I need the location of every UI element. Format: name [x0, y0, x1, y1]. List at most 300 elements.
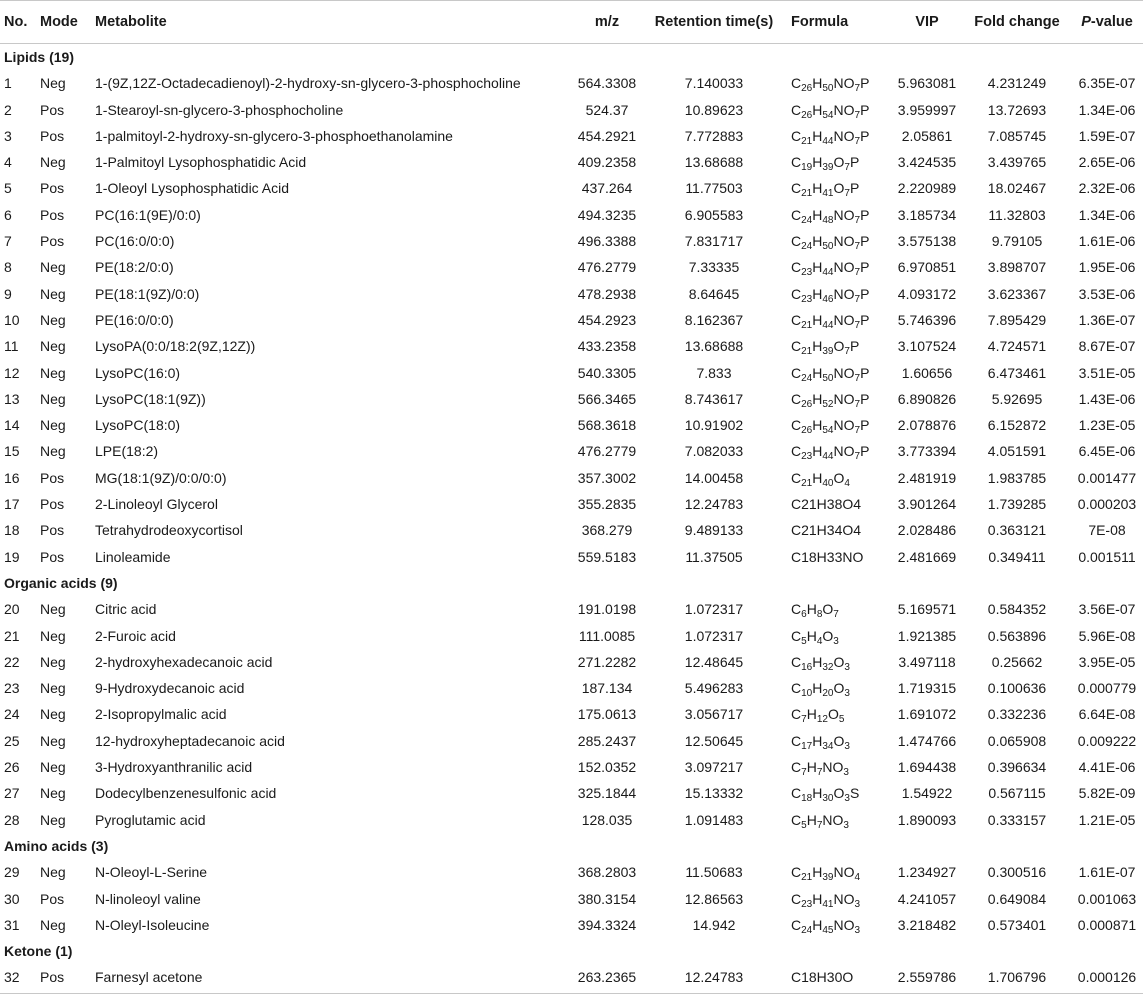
cell-mode: Neg — [40, 785, 66, 802]
table-row — [0, 754, 1143, 780]
cell-vip: 1.921385 — [897, 627, 957, 644]
cell-fold-change: 4.231249 — [987, 75, 1047, 92]
cell-fold-change: 0.567115 — [988, 785, 1046, 802]
cell-no: 13 — [4, 390, 20, 407]
cell-no: 23 — [4, 680, 20, 697]
cell-mz: 380.3154 — [577, 890, 637, 907]
cell-vip: 3.185734 — [897, 206, 957, 223]
cell-mz: 191.0198 — [577, 601, 637, 618]
cell-retention-time: 13.68688 — [684, 338, 744, 355]
cell-fold-change: 0.649084 — [987, 890, 1047, 907]
cell-metabolite: 1-(9Z,12Z-Octadecadienoyl)-2-hydroxy-sn-glycero-3-phosphocholine — [95, 75, 521, 92]
cell-p-value: 1.43E-06 — [1078, 390, 1136, 407]
cell-metabolite: N-Oleoyl-L-Serine — [95, 864, 208, 881]
table-bottom-rule — [0, 993, 1143, 994]
cell-metabolite: Tetrahydrodeoxycortisol — [95, 522, 243, 539]
cell-metabolite: 3-Hydroxyanthranilic acid — [95, 759, 253, 776]
cell-mz: 476.2779 — [577, 443, 637, 460]
cell-p-value: 1.34E-06 — [1078, 101, 1136, 118]
cell-fold-change: 6.473461 — [987, 364, 1047, 381]
cell-p-value: 0.000126 — [1077, 969, 1137, 986]
table-body — [0, 44, 1143, 991]
cell-metabolite: PE(16:0/0:0) — [95, 311, 174, 328]
cell-metabolite: 2-hydroxyhexadecanoic acid — [95, 653, 273, 670]
cell-formula: $C_{26}H_{52}NO_7P$ — [791, 390, 870, 410]
cell-no: 28 — [4, 811, 20, 828]
cell-formula: $C_{23}H_{41}NO_3$ — [791, 890, 861, 910]
cell-formula: $C_{24}H_{50}NO_7P$ — [791, 233, 870, 253]
cell-fold-change: 0.300516 — [987, 864, 1047, 881]
cell-vip: 1.691072 — [897, 706, 957, 723]
cell-formula: $C_{24}H_{45}NO_3$ — [791, 916, 861, 936]
cell-mode: Pos — [40, 180, 65, 197]
cell-no: 16 — [4, 469, 20, 486]
cell-mode: Pos — [40, 890, 65, 907]
cell-vip: 2.028486 — [897, 522, 957, 539]
cell-no: 8 — [4, 259, 12, 276]
cell-mode: Neg — [40, 601, 66, 618]
cell-metabolite: 12-hydroxyheptadecanoic acid — [95, 732, 285, 749]
cell-p-value: 0.001477 — [1077, 469, 1137, 486]
cell-no: 22 — [4, 653, 20, 670]
cell-p-value: 6.45E-06 — [1078, 443, 1136, 460]
table-row — [0, 307, 1143, 333]
cell-fold-change: 11.32803 — [988, 206, 1046, 223]
cell-retention-time: 1.072317 — [684, 601, 744, 618]
cell-mode: Pos — [40, 469, 65, 486]
cell-vip: 3.959997 — [897, 101, 957, 118]
table-row — [0, 175, 1143, 201]
cell-no: 17 — [4, 496, 20, 513]
cell-retention-time: 1.072317 — [684, 627, 744, 644]
cell-retention-time: 12.24783 — [684, 969, 744, 986]
cell-formula: $C_{23}H_{44}NO_7P$ — [791, 443, 870, 463]
cell-vip: 3.497118 — [898, 653, 956, 670]
cell-mz: 559.5183 — [577, 548, 637, 565]
cell-formula: $C_{10}H_{20}O_3$ — [791, 680, 850, 700]
cell-p-value: 5.96E-08 — [1078, 627, 1136, 644]
group-header — [0, 938, 1143, 964]
table-row — [0, 149, 1143, 175]
cell-metabolite: 2-Linoleoyl Glycerol — [95, 496, 218, 513]
cell-fold-change: 0.349411 — [988, 548, 1046, 565]
cell-mz: 454.2923 — [577, 311, 637, 328]
cell-p-value: 2.65E-06 — [1078, 154, 1136, 171]
cell-mode: Pos — [40, 206, 65, 223]
cell-formula: $C_{23}H_{44}NO_7P$ — [791, 259, 870, 279]
cell-vip: 5.169571 — [897, 601, 957, 618]
cell-mz: 566.3465 — [577, 390, 637, 407]
cell-p-value: 3.56E-07 — [1078, 601, 1136, 618]
cell-formula: $C_{21}H_{44}NO_7P$ — [791, 311, 870, 331]
cell-formula: $C_{21}H_{44}NO_7P$ — [791, 127, 870, 147]
cell-mode: Neg — [40, 390, 66, 407]
cell-formula: $C_{24}H_{50}NO_7P$ — [791, 364, 870, 384]
table-row — [0, 649, 1143, 675]
cell-no: 19 — [4, 548, 20, 565]
cell-p-value: 0.000203 — [1077, 496, 1137, 513]
header-mz: m/z — [594, 14, 620, 30]
cell-mz: 496.3388 — [577, 233, 637, 250]
cell-p-value: 1.61E-06 — [1078, 233, 1136, 250]
cell-mode: Pos — [40, 969, 65, 986]
cell-p-value: 6.64E-08 — [1078, 706, 1136, 723]
table-row — [0, 623, 1143, 649]
cell-mz: 454.2921 — [577, 127, 637, 144]
cell-retention-time: 8.162367 — [684, 311, 744, 328]
cell-vip: 5.746396 — [897, 311, 957, 328]
table-row — [0, 360, 1143, 386]
table-row — [0, 728, 1143, 754]
table-row — [0, 780, 1143, 806]
cell-fold-change: 0.100636 — [987, 680, 1047, 697]
cell-vip: 4.241057 — [897, 890, 957, 907]
cell-mode: Neg — [40, 732, 66, 749]
cell-formula: $C_{21}H_{39}O_7P$ — [791, 338, 860, 358]
cell-p-value: 1.36E-07 — [1078, 311, 1136, 328]
cell-no: 32 — [4, 969, 20, 986]
group-title: Lipids (19) — [4, 49, 75, 65]
cell-mode: Neg — [40, 311, 66, 328]
table-row — [0, 886, 1143, 912]
cell-mode: Neg — [40, 811, 66, 828]
table-row — [0, 202, 1143, 228]
cell-fold-change: 13.72693 — [987, 101, 1047, 118]
cell-vip: 2.078876 — [897, 417, 957, 434]
cell-retention-time: 9.489133 — [684, 522, 744, 539]
table-row — [0, 333, 1143, 359]
cell-metabolite: 2-Furoic acid — [95, 627, 176, 644]
cell-fold-change: 18.02467 — [987, 180, 1047, 197]
cell-p-value: 3.51E-05 — [1078, 364, 1136, 381]
cell-mode: Neg — [40, 443, 66, 460]
cell-no: 5 — [4, 180, 12, 197]
cell-no: 29 — [4, 864, 20, 881]
cell-vip: 1.60656 — [901, 364, 953, 381]
cell-mode: Pos — [40, 548, 65, 565]
cell-retention-time: 5.496283 — [684, 680, 744, 697]
cell-vip: 1.694438 — [897, 759, 957, 776]
cell-retention-time: 12.48645 — [684, 653, 744, 670]
cell-formula: $C_{26}H_{54}NO_7P$ — [791, 417, 870, 437]
cell-mode: Pos — [40, 496, 65, 513]
cell-mz: 368.2803 — [577, 864, 637, 881]
cell-retention-time: 12.24783 — [684, 496, 744, 513]
cell-p-value: 1.21E-05 — [1078, 811, 1136, 828]
cell-no: 18 — [4, 522, 20, 539]
cell-metabolite: 1-Stearoyl-sn-glycero-3-phosphocholine — [95, 101, 344, 118]
cell-formula: $C_5H_4O_3$ — [791, 627, 839, 647]
cell-metabolite: LysoPC(16:0) — [95, 364, 181, 381]
cell-fold-change: 3.898707 — [987, 259, 1047, 276]
table-row — [0, 228, 1143, 254]
cell-retention-time: 8.64645 — [688, 285, 740, 302]
cell-mode: Neg — [40, 759, 66, 776]
cell-mz: 175.0613 — [577, 706, 637, 723]
table-row — [0, 123, 1143, 149]
cell-mz: 325.1844 — [577, 785, 637, 802]
cell-mode: Neg — [40, 680, 66, 697]
table-row — [0, 517, 1143, 543]
cell-retention-time: 7.833 — [696, 364, 732, 381]
cell-vip: 5.963081 — [897, 75, 957, 92]
table-row — [0, 544, 1143, 570]
cell-no: 6 — [4, 206, 12, 223]
cell-retention-time: 10.89623 — [684, 101, 744, 118]
cell-mode: Neg — [40, 627, 66, 644]
cell-no: 27 — [4, 785, 20, 802]
table-row — [0, 675, 1143, 701]
cell-metabolite: LysoPC(18:0) — [95, 417, 181, 434]
group-title: Ketone (1) — [4, 943, 73, 960]
cell-no: 10 — [4, 311, 20, 328]
cell-p-value: 6.35E-07 — [1078, 75, 1136, 92]
cell-retention-time: 14.00458 — [684, 469, 744, 486]
cell-p-value: 1.23E-05 — [1078, 417, 1136, 434]
cell-p-value: 1.59E-07 — [1078, 127, 1136, 144]
cell-formula: $C_{19}H_{39}O_7P$ — [791, 154, 860, 174]
cell-p-value: 0.009222 — [1077, 732, 1137, 749]
cell-no: 1 — [4, 75, 12, 92]
group-header — [0, 570, 1143, 596]
cell-mode: Neg — [40, 653, 66, 670]
cell-fold-change: 4.051591 — [987, 443, 1047, 460]
cell-p-value: 0.000871 — [1077, 916, 1137, 933]
cell-mode: Neg — [40, 864, 66, 881]
cell-metabolite: N-linoleoyl valine — [95, 890, 201, 907]
cell-metabolite: Pyroglutamic acid — [95, 811, 206, 828]
cell-metabolite: Dodecylbenzenesulfonic acid — [95, 785, 277, 802]
cell-vip: 2.05861 — [901, 127, 953, 144]
cell-no: 3 — [4, 127, 12, 144]
cell-no: 12 — [4, 364, 20, 381]
cell-retention-time: 3.056717 — [684, 706, 744, 723]
cell-mz: 478.2938 — [577, 285, 637, 302]
table-row — [0, 701, 1143, 727]
cell-formula: $C_{18}H_{30}O_3S$ — [791, 785, 860, 805]
cell-p-value: 3.95E-05 — [1078, 653, 1136, 670]
cell-formula: $C_5H_7NO_3$ — [791, 811, 849, 831]
cell-fold-change: 0.065908 — [987, 732, 1047, 749]
cell-retention-time: 7.33335 — [688, 259, 740, 276]
cell-vip: 3.218482 — [897, 916, 957, 933]
cell-retention-time: 11.37505 — [685, 548, 743, 565]
cell-mz: 476.2779 — [577, 259, 637, 276]
header-metabolite: Metabolite — [95, 14, 167, 30]
cell-mz: 263.2365 — [577, 969, 637, 986]
table-row — [0, 386, 1143, 412]
table-row — [0, 964, 1143, 990]
cell-retention-time: 15.13332 — [684, 785, 744, 802]
cell-formula: $C_6H_8O_7$ — [791, 601, 839, 621]
header-retention-time: Retention time(s) — [654, 14, 774, 30]
cell-mz: 111.0085 — [578, 627, 636, 644]
cell-mz: 409.2358 — [577, 154, 637, 171]
cell-mode: Neg — [40, 916, 66, 933]
cell-vip: 1.474766 — [897, 732, 957, 749]
group-title: Organic acids (9) — [4, 574, 118, 591]
cell-metabolite: 2-Isopropylmalic acid — [95, 706, 227, 723]
cell-metabolite: N-Oleyl-Isoleucine — [95, 916, 210, 933]
cell-mode: Neg — [40, 259, 66, 276]
cell-vip: 1.719315 — [897, 680, 957, 697]
cell-fold-change: 3.623367 — [987, 285, 1047, 302]
cell-no: 20 — [4, 601, 20, 618]
cell-fold-change: 1.706796 — [987, 969, 1047, 986]
header-p-letter: P — [1081, 14, 1091, 30]
cell-metabolite: PC(16:1(9E)/0:0) — [95, 206, 201, 223]
cell-vip: 1.54922 — [901, 785, 953, 802]
table-row — [0, 465, 1143, 491]
cell-metabolite: Farnesyl acetone — [95, 969, 203, 986]
table-row — [0, 412, 1143, 438]
table-row — [0, 438, 1143, 464]
cell-retention-time: 3.097217 — [684, 759, 744, 776]
cell-mz: 368.279 — [581, 522, 633, 539]
cell-metabolite: Citric acid — [95, 601, 157, 618]
cell-vip: 2.481669 — [897, 548, 957, 565]
header-formula: Formula — [791, 14, 849, 30]
table-row — [0, 491, 1143, 517]
table-row — [0, 281, 1143, 307]
cell-mode: Neg — [40, 285, 66, 302]
cell-vip: 3.901264 — [897, 496, 957, 513]
cell-p-value: 0.001063 — [1077, 890, 1137, 907]
group-title: Amino acids (3) — [4, 837, 109, 854]
cell-vip: 3.773394 — [897, 443, 957, 460]
cell-fold-change: 0.333157 — [987, 811, 1047, 828]
cell-p-value: 1.61E-07 — [1078, 864, 1136, 881]
cell-retention-time: 1.091483 — [684, 811, 744, 828]
cell-formula: $C_{26}H_{54}NO_7P$ — [791, 101, 870, 121]
table-row — [0, 912, 1143, 938]
header-fold-change: Fold change — [974, 14, 1060, 30]
cell-vip: 6.970851 — [897, 259, 957, 276]
cell-mz: 433.2358 — [577, 338, 637, 355]
cell-metabolite: 1-Oleoyl Lysophosphatidic Acid — [95, 180, 290, 197]
cell-no: 24 — [4, 706, 20, 723]
cell-fold-change: 6.152872 — [987, 417, 1047, 434]
cell-no: 14 — [4, 417, 20, 434]
cell-mz: 494.3235 — [577, 206, 637, 223]
cell-metabolite: 1-palmitoyl-2-hydroxy-sn-glycero-3-phosphoethanolamine — [95, 127, 453, 144]
cell-mz: 271.2282 — [577, 653, 637, 670]
cell-vip: 3.575138 — [897, 233, 957, 250]
cell-fold-change: 7.895429 — [987, 311, 1047, 328]
cell-formula: $C_{21}H_{40}O_4$ — [791, 469, 850, 489]
cell-retention-time: 11.77503 — [685, 180, 743, 197]
table-row — [0, 97, 1143, 123]
cell-vip: 1.234927 — [897, 864, 957, 881]
cell-retention-time: 8.743617 — [684, 390, 744, 407]
cell-mz: 540.3305 — [577, 364, 637, 381]
cell-metabolite: LPE(18:2) — [95, 443, 159, 460]
cell-retention-time: 11.50683 — [685, 864, 743, 881]
cell-formula: $C_{16}H_{32}O_3$ — [791, 653, 850, 673]
cell-p-value: 5.82E-09 — [1078, 785, 1136, 802]
cell-fold-change: 0.25662 — [991, 653, 1043, 670]
cell-mode: Pos — [40, 522, 65, 539]
cell-retention-time: 6.905583 — [684, 206, 744, 223]
cell-formula: $C_{17}H_{34}O_3$ — [791, 732, 850, 752]
cell-metabolite: LysoPC(18:1(9Z)) — [95, 390, 206, 407]
cell-formula: $C_{23}H_{46}NO_7P$ — [791, 285, 870, 305]
cell-metabolite: PE(18:2/0:0) — [95, 259, 174, 276]
cell-metabolite: MG(18:1(9Z)/0:0/0:0) — [95, 469, 227, 486]
cell-mz: 568.3618 — [577, 417, 637, 434]
table-header — [0, 0, 1143, 44]
cell-mz: 128.035 — [581, 811, 633, 828]
cell-no: 11 — [4, 338, 19, 355]
cell-no: 30 — [4, 890, 20, 907]
cell-fold-change: 0.573401 — [987, 916, 1047, 933]
cell-metabolite: 9-Hydroxydecanoic acid — [95, 680, 245, 697]
cell-no: 15 — [4, 443, 20, 460]
cell-vip: 1.890093 — [897, 811, 957, 828]
header-p-value — [1074, 1, 1140, 43]
cell-metabolite: 1-Palmitoyl Lysophosphatidic Acid — [95, 154, 307, 171]
cell-mode: Neg — [40, 75, 66, 92]
group-header — [0, 833, 1143, 859]
cell-vip: 3.424535 — [897, 154, 957, 171]
cell-no: 4 — [4, 154, 12, 171]
cell-mz: 152.0352 — [577, 759, 637, 776]
cell-retention-time: 12.50645 — [684, 732, 744, 749]
cell-mz: 437.264 — [581, 180, 633, 197]
cell-vip: 6.890826 — [897, 390, 957, 407]
cell-p-value: 8.67E-07 — [1078, 338, 1136, 355]
cell-no: 7 — [4, 233, 12, 250]
cell-p-value: 0.000779 — [1077, 680, 1137, 697]
cell-fold-change: 9.79105 — [991, 233, 1043, 250]
cell-no: 2 — [4, 101, 12, 118]
cell-vip: 2.481919 — [897, 469, 957, 486]
cell-fold-change: 5.92695 — [991, 390, 1043, 407]
cell-formula: C18H33NO — [791, 548, 864, 565]
cell-metabolite: Linoleamide — [95, 548, 171, 565]
cell-no: 26 — [4, 759, 20, 776]
cell-vip: 4.093172 — [897, 285, 957, 302]
cell-metabolite: LysoPA(0:0/18:2(9Z,12Z)) — [95, 338, 256, 355]
cell-fold-change: 0.363121 — [987, 522, 1047, 539]
cell-mode: Neg — [40, 706, 66, 723]
cell-retention-time: 7.831717 — [684, 233, 744, 250]
cell-mode: Pos — [40, 101, 65, 118]
cell-mz: 355.2835 — [577, 496, 637, 513]
header-mode: Mode — [40, 14, 78, 30]
cell-fold-change: 0.332236 — [987, 706, 1047, 723]
cell-retention-time: 10.91902 — [684, 417, 744, 434]
cell-mode: Pos — [40, 127, 65, 144]
cell-retention-time: 14.942 — [692, 916, 736, 933]
cell-retention-time: 12.86563 — [684, 890, 744, 907]
cell-p-value: 4.41E-06 — [1078, 759, 1136, 776]
cell-p-value: 2.32E-06 — [1078, 180, 1136, 197]
cell-no: 31 — [4, 916, 20, 933]
cell-mz: 394.3324 — [577, 916, 637, 933]
cell-mode: Neg — [40, 364, 66, 381]
cell-mz: 285.2437 — [577, 732, 637, 749]
cell-formula: $C_7H_{12}O_5$ — [791, 706, 845, 726]
cell-formula: $C_{24}H_{48}NO_7P$ — [791, 206, 870, 226]
table-row — [0, 254, 1143, 280]
cell-mode: Pos — [40, 233, 65, 250]
cell-retention-time: 7.772883 — [684, 127, 744, 144]
cell-fold-change: 7.085745 — [987, 127, 1047, 144]
cell-mode: Neg — [40, 338, 66, 355]
cell-formula: C18H30O — [791, 969, 854, 986]
group-header — [0, 44, 1143, 70]
